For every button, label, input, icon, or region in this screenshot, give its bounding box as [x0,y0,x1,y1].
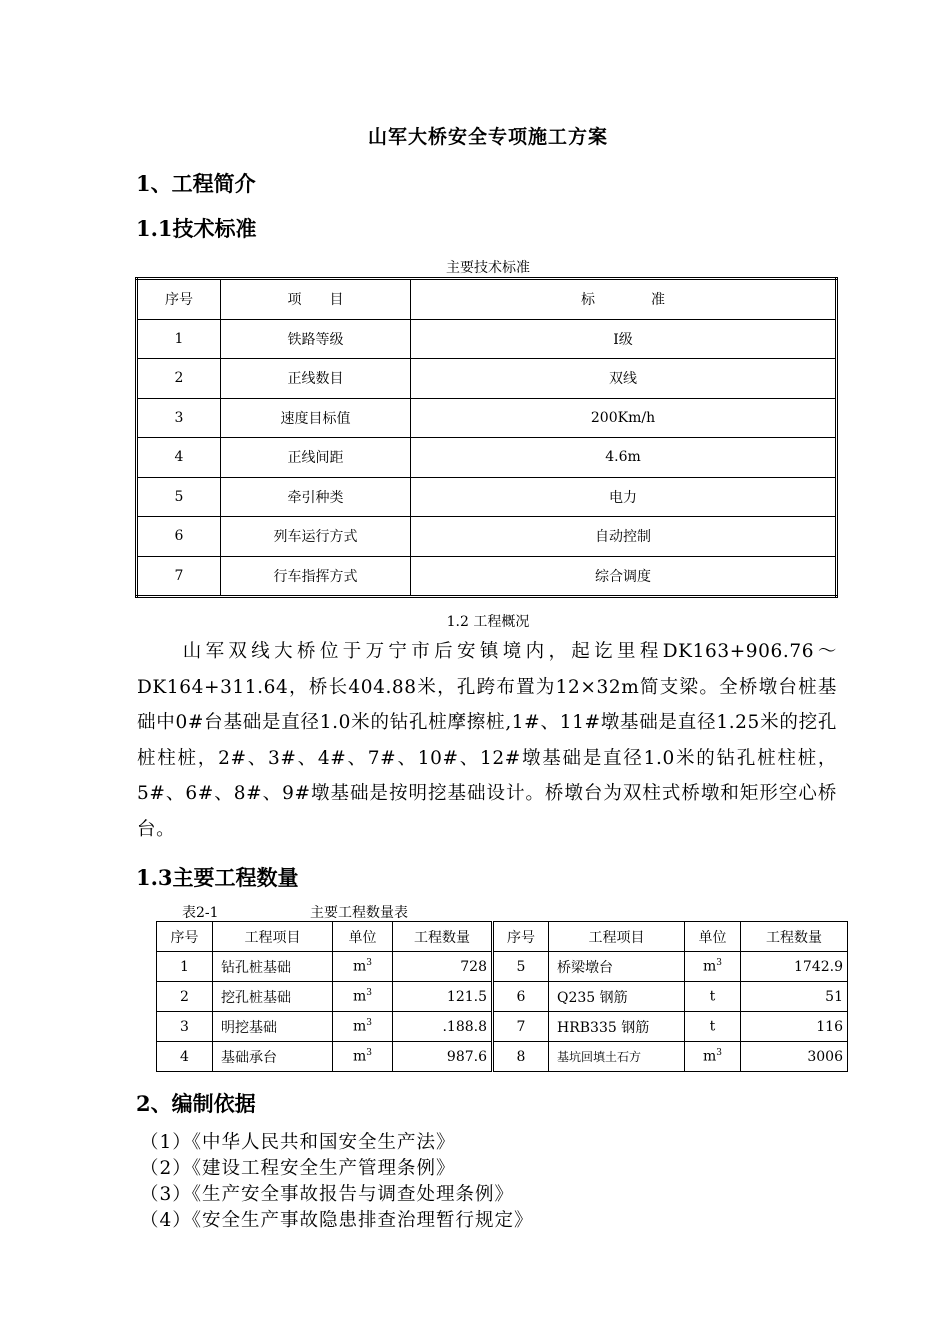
cell-no: 4 [157,1042,213,1072]
cell-item: 明挖基础 [213,1012,333,1042]
cell-item: 铁路等级 [221,319,411,359]
cell-standard: 4.6m [411,438,837,478]
cell-no: 2 [137,359,221,399]
cell-no: 7 [493,1012,549,1042]
cell-quantity: 1742.9 [741,952,848,982]
cell-unit [685,982,741,1012]
table-row [137,398,837,438]
table-row [157,982,848,1012]
section-heading-tech-standard: 1.1技术标准 [136,216,257,241]
cell-item: 钻孔桩基础 [213,952,333,982]
cell-standard: 电力 [411,477,837,517]
header-cell: 工程数量 [393,922,493,952]
cell-no: 6 [137,517,221,557]
cell-item: 列车运行方式 [221,517,411,557]
table-row [137,517,837,557]
unit-superscript: 3 [366,988,372,999]
table-row [137,477,837,517]
table-header-row [157,922,848,952]
cell-standard: 200Km/h [411,398,837,438]
cell-standard: 双线 [411,359,837,399]
table-header-row [137,279,837,320]
table-row [157,1012,848,1042]
cell-quantity: .188.8 [393,1012,493,1042]
document-title: 山军大桥安全专项施工方案 [367,126,608,148]
cell-item: 牵引种类 [221,477,411,517]
unit-text: m [702,958,717,975]
cell-item: 正线数目 [221,359,411,399]
unit-text: m [352,988,367,1005]
law-item: （2）《建设工程安全生产管理条例》 [140,1158,456,1179]
unit-superscript: 3 [366,958,372,969]
cell-no: 5 [493,952,549,982]
quantity-table [156,921,848,1072]
tech-table-caption: 主要技术标准 [446,260,530,276]
overview-paragraph: 山军双线大桥位于万宁市后安镇境内，起讫里程DK163+906.76～DK164+311.64，桥长404.88米，孔跨布置为12×32m简支梁。全桥墩台桩基础中0#台基础是直径1.0米的钻孔桩摩擦桩,1#、11#墩基础是直径1.25米的挖孔桩柱桩，2#、3#、4#、7#、10#、12#墩基础是直径1.0米的钻孔桩柱桩，5#、6#、8#、9#墩基础是按明挖基础设计。桥墩台为双柱式桥墩和矩形空心桥台。 [137,641,837,840]
unit-superscript: 3 [366,1048,372,1059]
cell-unit [685,1042,741,1072]
law-item: （3）《生产安全事故报告与调查处理条例》 [140,1184,515,1205]
header-cell: 单位 [333,922,393,952]
cell-no: 3 [157,1012,213,1042]
section-heading-quantities: 1.3主要工程数量 [136,865,299,890]
qty-table-number: 表2-1 [182,905,219,921]
header-cell: 工程项目 [213,922,333,952]
section-heading-basis: 2、编制依据 [136,1091,256,1116]
cell-standard: 综合调度 [411,556,837,597]
law-item: （1）《中华人民共和国安全生产法》 [140,1132,456,1153]
cell-unit [685,952,741,982]
qty-table-caption: 主要工程数量表 [310,905,408,921]
cell-no: 1 [137,319,221,359]
cell-quantity: 51 [741,982,848,1012]
cell-quantity: 121.5 [393,982,493,1012]
cell-no: 2 [157,982,213,1012]
unit-text: m [352,1018,367,1035]
unit-text: t [709,1018,716,1035]
cell-unit [333,1042,393,1072]
table-row [157,1042,848,1072]
tech-standard-table [135,277,838,598]
unit-text: m [352,958,367,975]
cell-no: 5 [137,477,221,517]
cell-item: 基坑回填土石方 [549,1042,685,1072]
cell-unit [333,982,393,1012]
cell-quantity: 116 [741,1012,848,1042]
header-cell: 项 目 [221,279,411,320]
cell-no: 8 [493,1042,549,1072]
cell-quantity: 987.6 [393,1042,493,1072]
cell-no: 6 [493,982,549,1012]
cell-no: 7 [137,556,221,597]
table-row [157,952,848,982]
header-cell: 序号 [493,922,549,952]
cell-unit [333,1012,393,1042]
header-cell: 序号 [157,922,213,952]
unit-text: t [709,988,716,1005]
header-cell: 工程项目 [549,922,685,952]
unit-text: m [352,1048,367,1065]
cell-item: HRB335 钢筋 [549,1012,685,1042]
unit-superscript: 3 [716,1048,722,1059]
unit-text: m [702,1048,717,1065]
cell-item: 桥梁墩台 [549,952,685,982]
subsection-project-overview: 1.2 工程概况 [446,614,530,630]
cell-item: 正线间距 [221,438,411,478]
cell-no: 4 [137,438,221,478]
cell-item: 基础承台 [213,1042,333,1072]
table-row [137,319,837,359]
cell-quantity: 728 [393,952,493,982]
cell-standard: I级 [411,319,837,359]
header-cell: 单位 [685,922,741,952]
table-row [137,556,837,597]
cell-unit [685,1012,741,1042]
cell-standard: 自动控制 [411,517,837,557]
unit-superscript: 3 [716,958,722,969]
cell-item: Q235 钢筋 [549,982,685,1012]
cell-quantity: 3006 [741,1042,848,1072]
cell-item: 速度目标值 [221,398,411,438]
header-cell: 序号 [137,279,221,320]
header-cell: 标 准 [411,279,837,320]
table-row [137,359,837,399]
header-cell: 工程数量 [741,922,848,952]
unit-superscript: 3 [366,1018,372,1029]
cell-no: 3 [137,398,221,438]
table-row [137,438,837,478]
cell-no: 1 [157,952,213,982]
cell-item: 行车指挥方式 [221,556,411,597]
law-item: （4）《安全生产事故隐患排查治理暂行规定》 [140,1210,534,1231]
cell-item: 挖孔桩基础 [213,982,333,1012]
cell-unit [333,952,393,982]
section-heading-overview: 1、工程简介 [136,171,256,196]
